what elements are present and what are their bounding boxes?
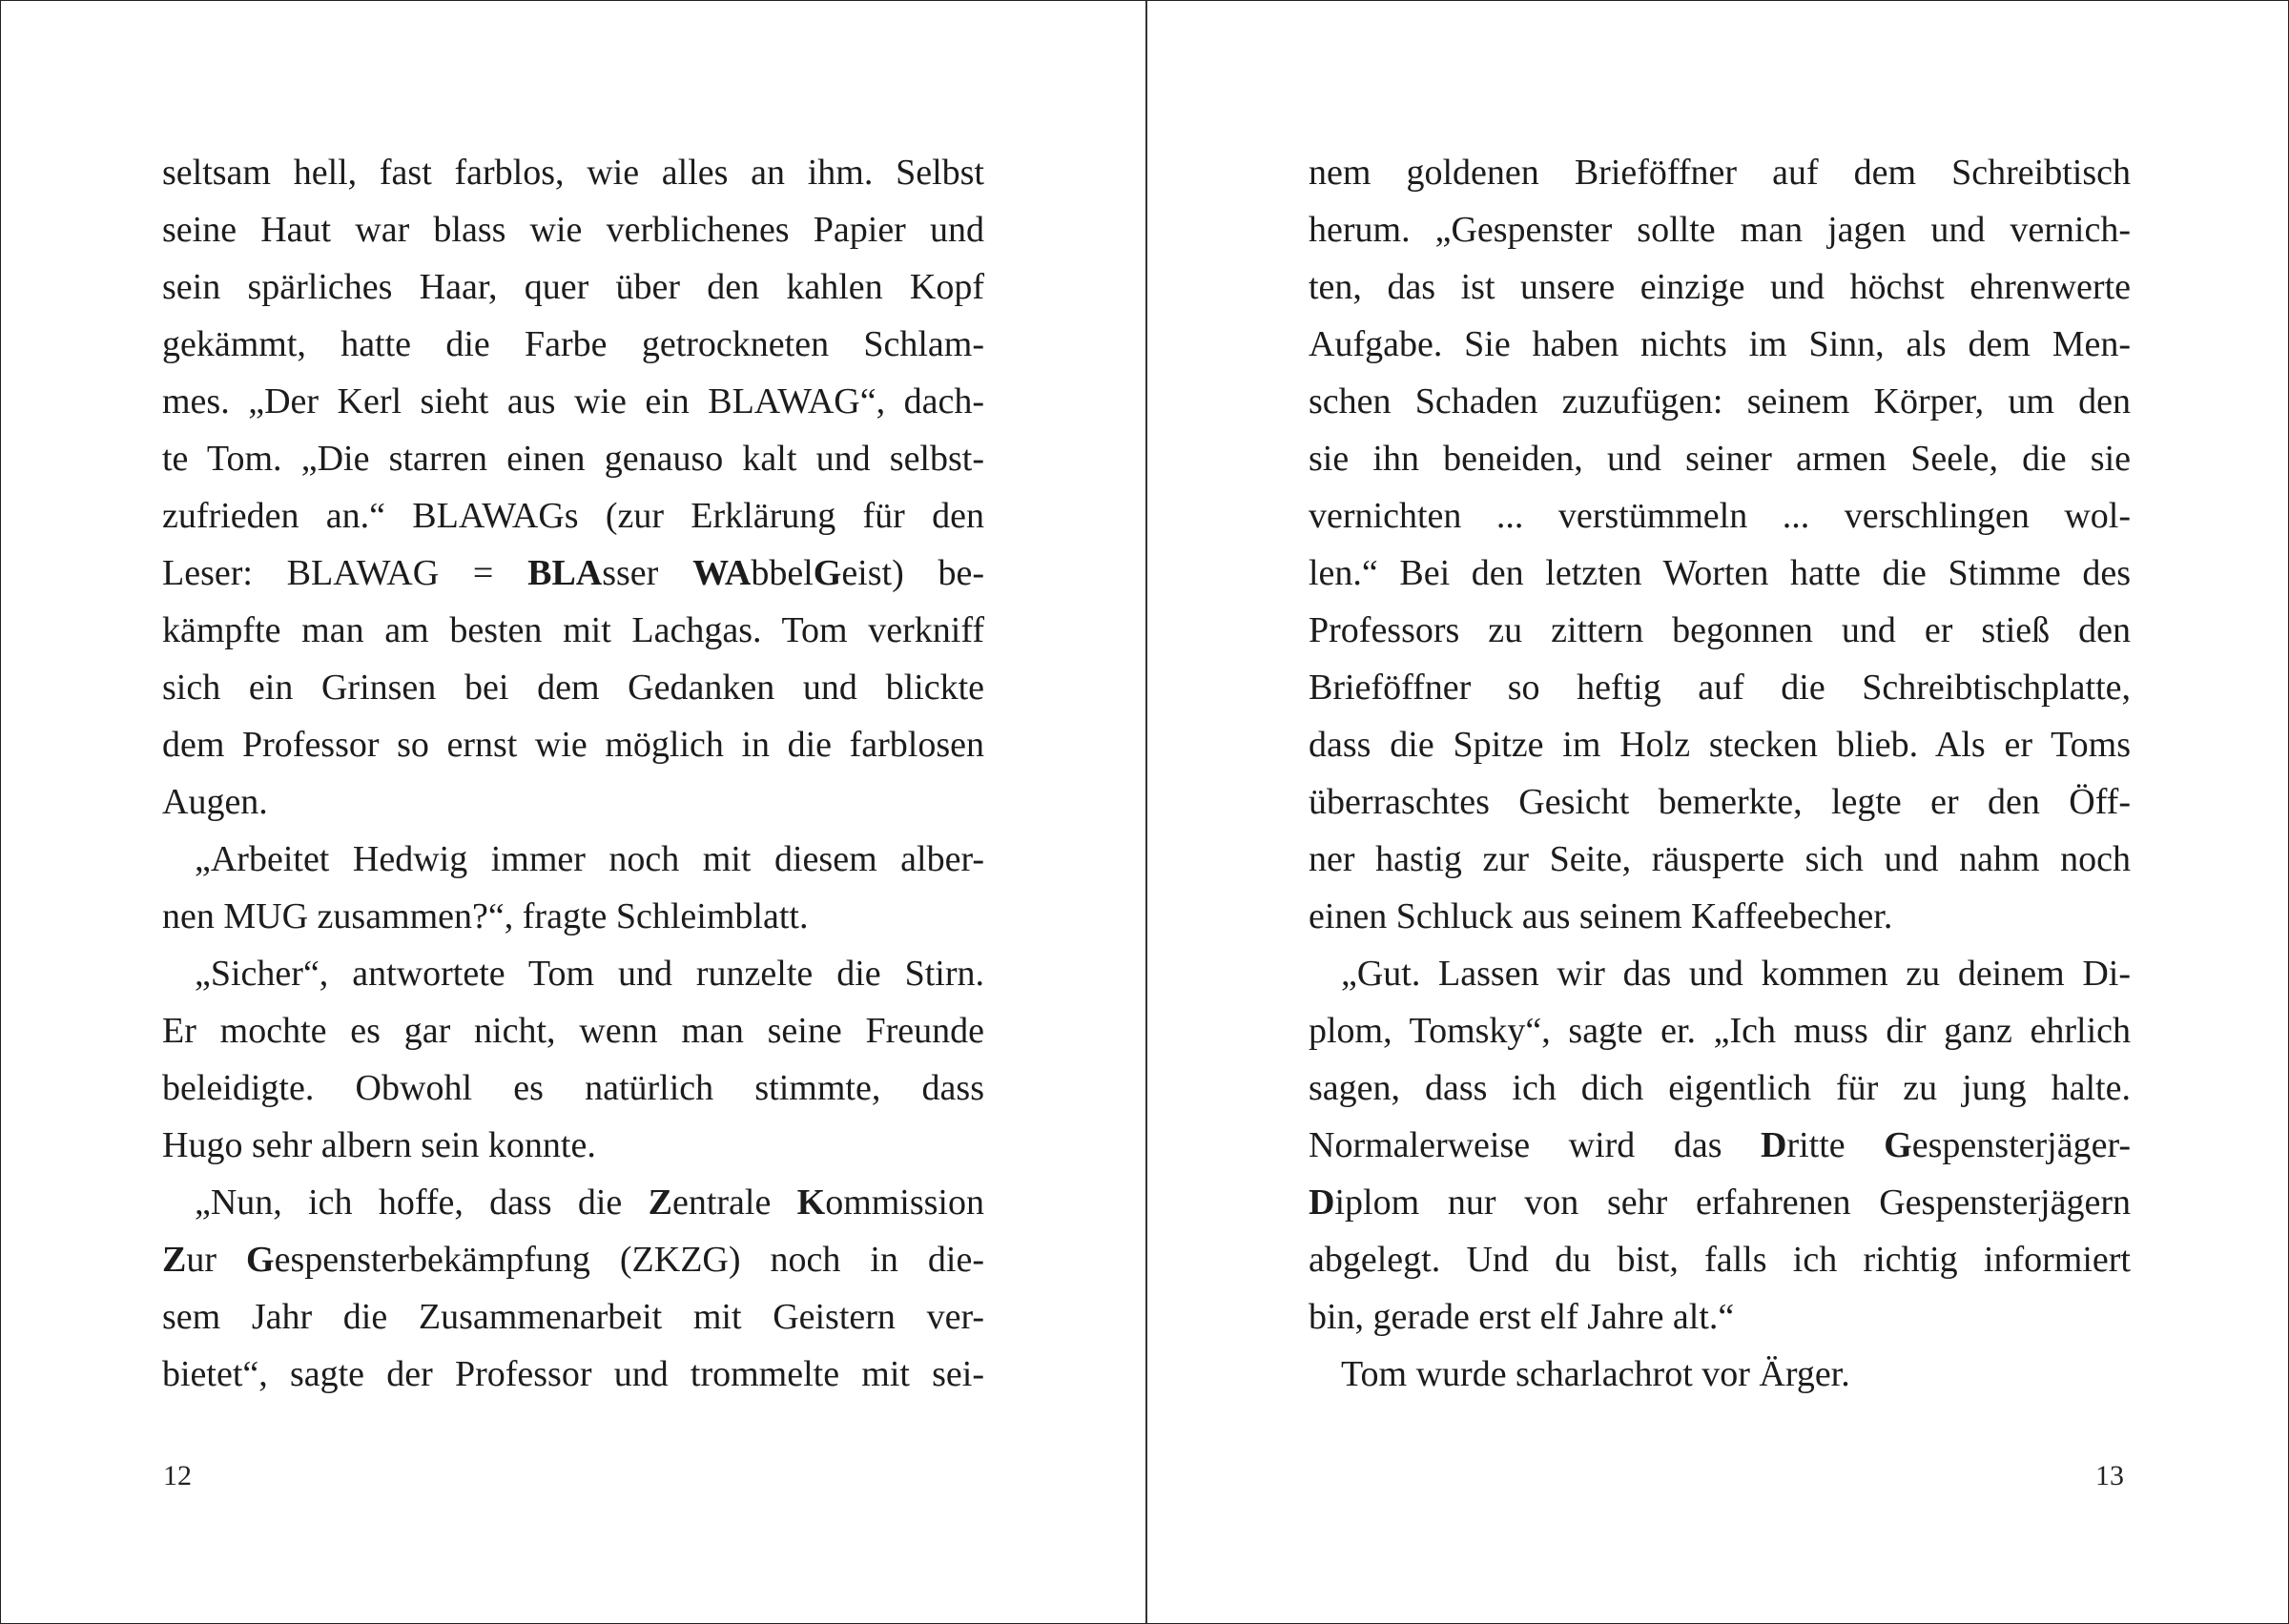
text-line: seltsam hell, fast farblos, wie alles an ihm. Selbst — [162, 153, 984, 193]
text-run: bbel — [751, 553, 814, 593]
text-line: vernichten ... verstümmeln ... verschlingen wol- — [1309, 496, 2131, 536]
bold-letter: D — [1761, 1125, 1787, 1165]
bold-letter: Z — [648, 1182, 672, 1223]
right-page-number: 13 — [2095, 1460, 2124, 1491]
text-line: gekämmt, hatte die Farbe getrockneten Schlam- — [162, 324, 984, 364]
text-line: „Sicher“, antwortete Tom und runzelte die Stirn. — [195, 954, 984, 994]
text-line: sagen, dass ich dich eigentlich für zu jung halte. — [1309, 1068, 2131, 1108]
bold-letter: G — [1884, 1125, 1912, 1165]
bold-letter: G — [813, 553, 842, 593]
text-line: ten, das ist unsere einzige und höchst ehrenwerte — [1309, 267, 2131, 307]
bold-letter: WA — [692, 553, 752, 593]
text-line: Professors zu zittern begonnen und er stieß den — [1309, 610, 2131, 650]
text-line: bietet“, sagte der Professor und trommelte mit sei- — [162, 1354, 984, 1394]
text-run: espensterbekämpfung (ZKZG) noch in die- — [274, 1240, 985, 1280]
text-line: seine Haut war blass wie verblichenes Papier und — [162, 210, 984, 250]
bold-letter: Z — [162, 1240, 187, 1280]
left-page — [1, 1, 1145, 1623]
text-run: entrale — [671, 1182, 797, 1223]
text-line — [1309, 1174, 2131, 1231]
text-line — [162, 1231, 984, 1288]
text-line: ner hastig zur Seite, räusperte sich und nahm noch — [1309, 839, 2131, 879]
text-run: Leser: BLAWAG = — [162, 553, 528, 593]
text-line: te Tom. „Die starren einen genauso kalt und selbst- — [162, 439, 984, 479]
text-line: nen MUG zusammen?“, fragte Schleimblatt. — [162, 896, 809, 936]
text-line: einen Schluck aus seinem Kaffeebecher. — [1309, 896, 1893, 936]
text-line — [162, 545, 984, 602]
text-line: len.“ Bei den letzten Worten hatte die Stimme des — [1309, 553, 2131, 593]
left-page-text — [162, 144, 984, 1403]
text-line: sem Jahr die Zusammenarbeit mit Geistern ver- — [162, 1297, 984, 1337]
text-line — [162, 1174, 984, 1231]
text-line: Augen. — [162, 782, 268, 822]
text-line — [1309, 1117, 2131, 1174]
text-line: Aufgabe. Sie haben nichts im Sinn, als dem Men- — [1309, 324, 2131, 364]
bold-letter: G — [246, 1240, 275, 1280]
text-line: Tom wurde scharlachrot vor Ärger. — [1341, 1354, 1850, 1394]
text-line: plom, Tomsky“, sagte er. „Ich muss dir ganz ehrlich — [1309, 1011, 2131, 1051]
text-line: bin, gerade erst elf Jahre alt.“ — [1309, 1297, 1735, 1337]
text-line: „Arbeitet Hedwig immer noch mit diesem alber- — [195, 839, 984, 879]
text-run: espensterjäger- — [1911, 1125, 2131, 1165]
text-run: eist) be- — [841, 553, 984, 593]
text-run: ur — [186, 1240, 247, 1280]
text-line: dass die Spitze im Holz stecken blieb. Als er Toms — [1309, 725, 2131, 765]
bold-letter: K — [796, 1182, 826, 1223]
text-line: abgelegt. Und du bist, falls ich richtig informiert — [1309, 1240, 2131, 1280]
right-page — [1146, 1, 2288, 1623]
text-line: beleidigte. Obwohl es natürlich stimmte, dass — [162, 1068, 984, 1108]
text-run: Normalerweise wird das — [1309, 1125, 1762, 1165]
bold-letter: BLA — [527, 553, 603, 593]
text-run: ommission — [825, 1182, 984, 1223]
text-line: kämpfte man am besten mit Lachgas. Tom verkniff — [162, 610, 984, 650]
text-line: zufrieden an.“ BLAWAGs (zur Erklärung für den — [162, 496, 984, 536]
text-line: überraschtes Gesicht bemerkte, legte er den Öff- — [1309, 782, 2131, 822]
text-run: sser — [602, 553, 693, 593]
text-line: sie ihn beneiden, und seiner armen Seele, die sie — [1309, 439, 2131, 479]
text-run: iplom nur von sehr erfahrenen Gespensterjägern — [1334, 1182, 2131, 1223]
text-line: sich ein Grinsen bei dem Gedanken und blickte — [162, 668, 984, 708]
text-run: „Nun, ich hoffe, dass die — [195, 1182, 649, 1223]
text-line: Hugo sehr albern sein konnte. — [162, 1125, 596, 1165]
text-line: schen Schaden zuzufügen: seinem Körper, um den — [1309, 381, 2131, 421]
text-line: herum. „Gespenster sollte man jagen und vernich- — [1309, 210, 2131, 250]
text-line: Brieföffner so heftig auf die Schreibtischplatte, — [1309, 668, 2131, 708]
text-line: mes. „Der Kerl sieht aus wie ein BLAWAG“, dach- — [162, 381, 984, 421]
right-page-text — [1309, 144, 2131, 1403]
text-run: ritte — [1786, 1125, 1885, 1165]
text-line: dem Professor so ernst wie möglich in die farblosen — [162, 725, 984, 765]
text-line: Er mochte es gar nicht, wenn man seine Freunde — [162, 1011, 984, 1051]
text-line: „Gut. Lassen wir das und kommen zu deinem Di- — [1341, 954, 2131, 994]
left-page-number: 12 — [163, 1460, 192, 1491]
text-line: sein spärliches Haar, quer über den kahlen Kopf — [162, 267, 984, 307]
text-line: nem goldenen Brieföffner auf dem Schreibtisch — [1309, 153, 2131, 193]
bold-letter: D — [1309, 1182, 1335, 1223]
